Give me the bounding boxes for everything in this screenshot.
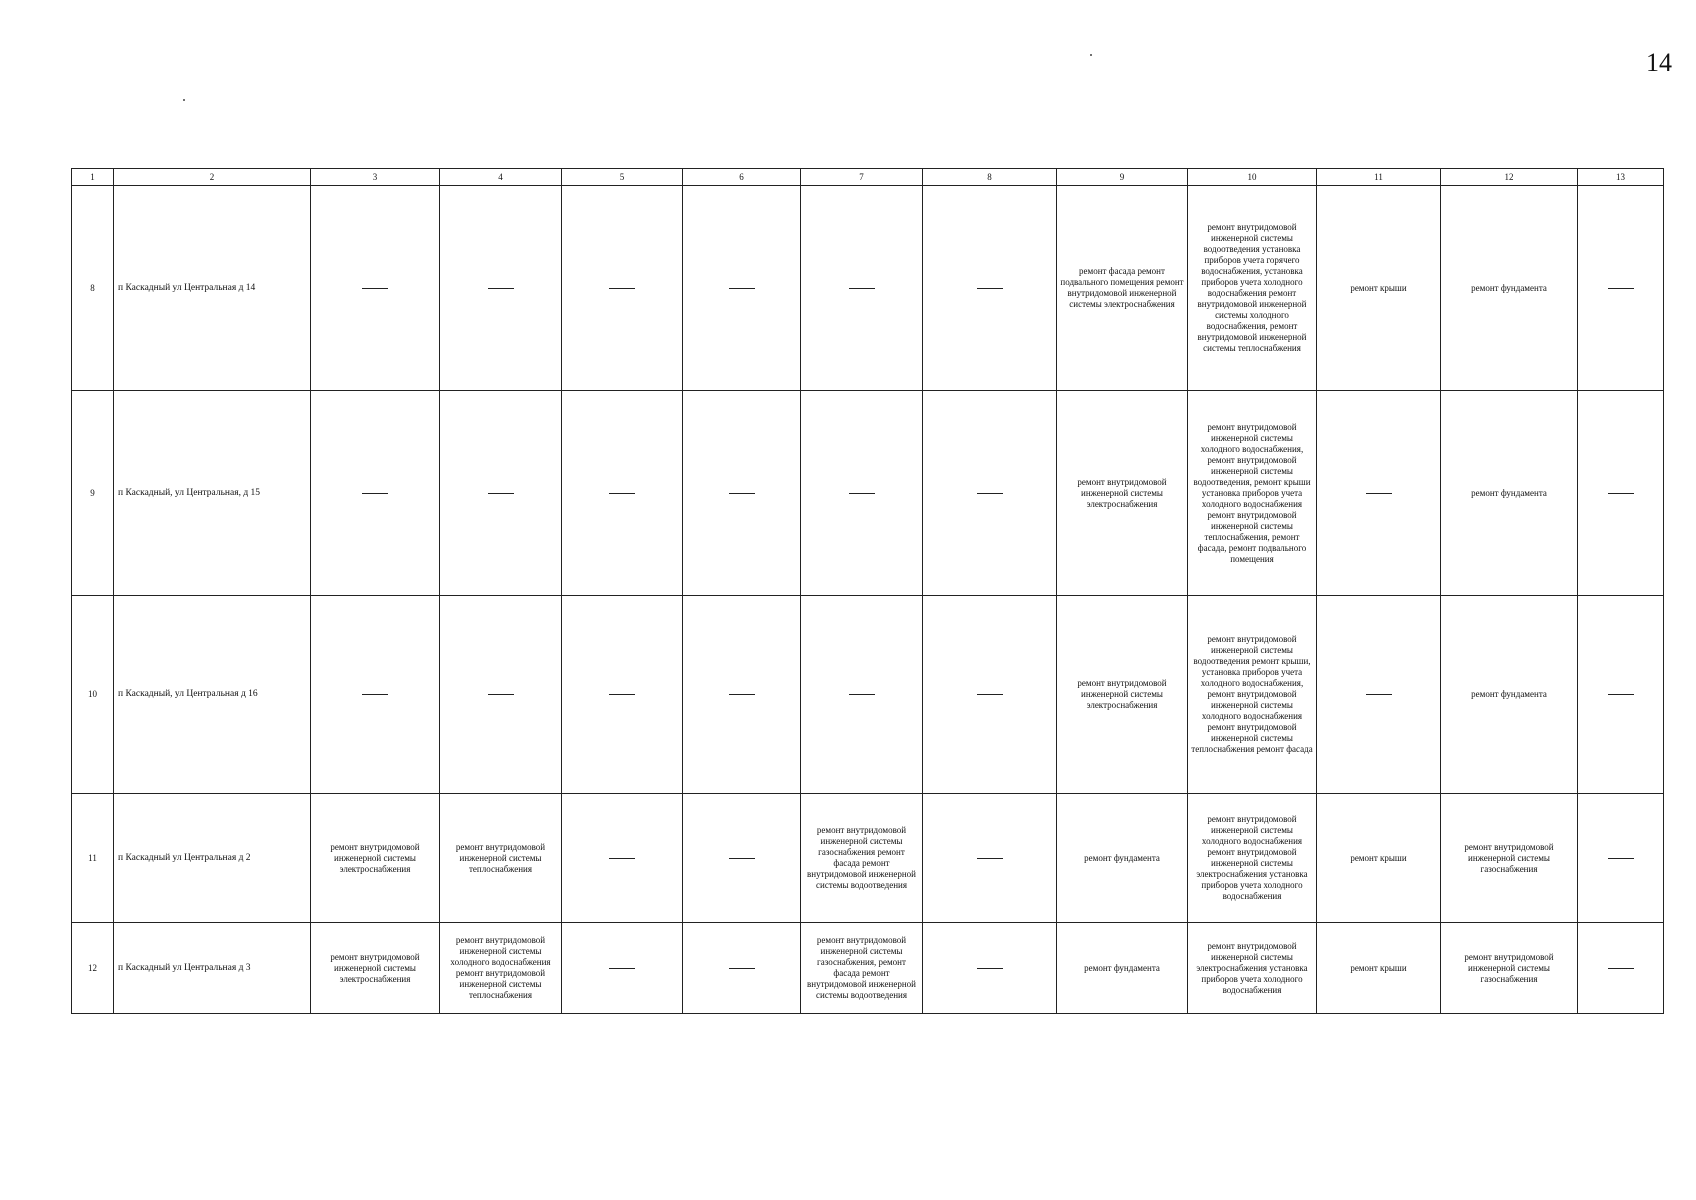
repair-works-cell: ремонт внутридомовой инженерной системы холодного водоснабжения, ремонт внутридомовой инженерной системы водоотведения, ремонт крыши установка приборов учета холодного водоснабжения ремонт внутридомовой инженерной системы теплоснабжения, ремонт фасада, ремонт подвального помещения	[1188, 391, 1317, 596]
row-number: 8	[72, 186, 114, 391]
empty-dash-cell	[923, 794, 1057, 923]
empty-dash-cell	[801, 391, 923, 596]
empty-dash-cell	[1317, 391, 1441, 596]
empty-dash-cell	[683, 186, 801, 391]
repair-works-cell: ремонт фундамента	[1057, 923, 1188, 1014]
repair-works-cell: ремонт фасада ремонт подвального помещения ремонт внутридомовой инженерной системы электроснабжения	[1057, 186, 1188, 391]
col-header: 2	[114, 169, 311, 186]
table-row	[72, 596, 1664, 794]
empty-dash-cell	[1578, 391, 1664, 596]
repair-works-cell: ремонт внутридомовой инженерной системы теплоснабжения	[440, 794, 562, 923]
col-header: 3	[311, 169, 440, 186]
row-number: 9	[72, 391, 114, 596]
empty-dash-cell	[311, 186, 440, 391]
repair-works-cell: ремонт фундамента	[1441, 186, 1578, 391]
table-row	[72, 391, 1664, 596]
repair-works-cell: ремонт фундамента	[1441, 391, 1578, 596]
col-header: 9	[1057, 169, 1188, 186]
repair-works-cell: ремонт внутридомовой инженерной системы холодного водоснабжения ремонт внутридомовой инженерной системы теплоснабжения	[440, 923, 562, 1014]
table-row	[72, 794, 1664, 923]
repair-schedule-table-wrap	[71, 168, 1663, 1014]
repair-works-cell: ремонт внутридомовой инженерной системы электроснабжения	[311, 923, 440, 1014]
empty-dash-cell	[1578, 186, 1664, 391]
repair-works-cell: ремонт внутридомовой инженерной системы электроснабжения	[311, 794, 440, 923]
table-row	[72, 186, 1664, 391]
repair-schedule-table	[71, 168, 1664, 1014]
empty-dash-cell	[683, 794, 801, 923]
address-cell: п Каскадный, ул Центральная, д 15	[114, 391, 311, 596]
repair-works-cell: ремонт крыши	[1317, 794, 1441, 923]
address-cell: п Каскадный, ул Центральная д 16	[114, 596, 311, 794]
table-row	[72, 923, 1664, 1014]
col-header: 12	[1441, 169, 1578, 186]
empty-dash-cell	[562, 794, 683, 923]
scan-speck	[1090, 54, 1092, 56]
col-header: 5	[562, 169, 683, 186]
repair-works-cell: ремонт внутридомовой инженерной системы водоотведения установка приборов учета горячего водоснабжения, установка приборов учета холодного водоснабжения ремонт внутридомовой инженерной системы холодного водоснабжения, ремонт внутридомовой инженерной системы теплоснабжения	[1188, 186, 1317, 391]
empty-dash-cell	[562, 596, 683, 794]
repair-works-cell: ремонт внутридомовой инженерной системы электроснабжения	[1057, 596, 1188, 794]
address-cell: п Каскадный ул Центральная д 3	[114, 923, 311, 1014]
empty-dash-cell	[440, 391, 562, 596]
empty-dash-cell	[1317, 596, 1441, 794]
empty-dash-cell	[923, 923, 1057, 1014]
repair-works-cell: ремонт внутридомовой инженерной системы холодного водоснабжения ремонт внутридомовой инженерной системы электроснабжения установка приборов учета холодного водоснабжения	[1188, 794, 1317, 923]
empty-dash-cell	[923, 186, 1057, 391]
repair-works-cell: ремонт внутридомовой инженерной системы электроснабжения установка приборов учета холодного водоснабжения	[1188, 923, 1317, 1014]
repair-works-cell: ремонт фундамента	[1057, 794, 1188, 923]
repair-works-cell: ремонт внутридомовой инженерной системы водоотведения ремонт крыши, установка приборов учета холодного водоснабжения, ремонт внутридомовой инженерной системы холодного водоснабжения ремонт внутридомовой инженерной системы теплоснабжения ремонт фасада	[1188, 596, 1317, 794]
repair-works-cell: ремонт фундамента	[1441, 596, 1578, 794]
repair-works-cell: ремонт внутридомовой инженерной системы газоснабжения ремонт фасада ремонт внутридомовой инженерной системы водоотведения	[801, 794, 923, 923]
repair-works-cell: ремонт крыши	[1317, 186, 1441, 391]
empty-dash-cell	[683, 391, 801, 596]
empty-dash-cell	[440, 596, 562, 794]
page-number: 14	[1646, 48, 1672, 77]
empty-dash-cell	[801, 596, 923, 794]
repair-works-cell: ремонт внутридомовой инженерной системы газоснабжения	[1441, 923, 1578, 1014]
empty-dash-cell	[562, 923, 683, 1014]
repair-works-cell: ремонт крыши	[1317, 923, 1441, 1014]
empty-dash-cell	[562, 186, 683, 391]
empty-dash-cell	[1578, 923, 1664, 1014]
empty-dash-cell	[311, 391, 440, 596]
empty-dash-cell	[440, 186, 562, 391]
empty-dash-cell	[1578, 596, 1664, 794]
col-header: 6	[683, 169, 801, 186]
empty-dash-cell	[923, 596, 1057, 794]
col-header: 8	[923, 169, 1057, 186]
empty-dash-cell	[683, 596, 801, 794]
row-number: 10	[72, 596, 114, 794]
address-cell: п Каскадный ул Центральная д 14	[114, 186, 311, 391]
empty-dash-cell	[562, 391, 683, 596]
address-cell: п Каскадный ул Центральная д 2	[114, 794, 311, 923]
scan-speck	[183, 99, 185, 101]
empty-dash-cell	[311, 596, 440, 794]
row-number: 11	[72, 794, 114, 923]
empty-dash-cell	[683, 923, 801, 1014]
col-header: 11	[1317, 169, 1441, 186]
empty-dash-cell	[1578, 794, 1664, 923]
empty-dash-cell	[923, 391, 1057, 596]
row-number: 12	[72, 923, 114, 1014]
column-number-row	[72, 169, 1664, 186]
col-header: 4	[440, 169, 562, 186]
col-header: 10	[1188, 169, 1317, 186]
repair-works-cell: ремонт внутридомовой инженерной системы газоснабжения	[1441, 794, 1578, 923]
col-header: 7	[801, 169, 923, 186]
col-header: 1	[72, 169, 114, 186]
col-header: 13	[1578, 169, 1664, 186]
repair-works-cell: ремонт внутридомовой инженерной системы газоснабжения, ремонт фасада ремонт внутридомовой инженерной системы водоотведения	[801, 923, 923, 1014]
repair-works-cell: ремонт внутридомовой инженерной системы электроснабжения	[1057, 391, 1188, 596]
empty-dash-cell	[801, 186, 923, 391]
